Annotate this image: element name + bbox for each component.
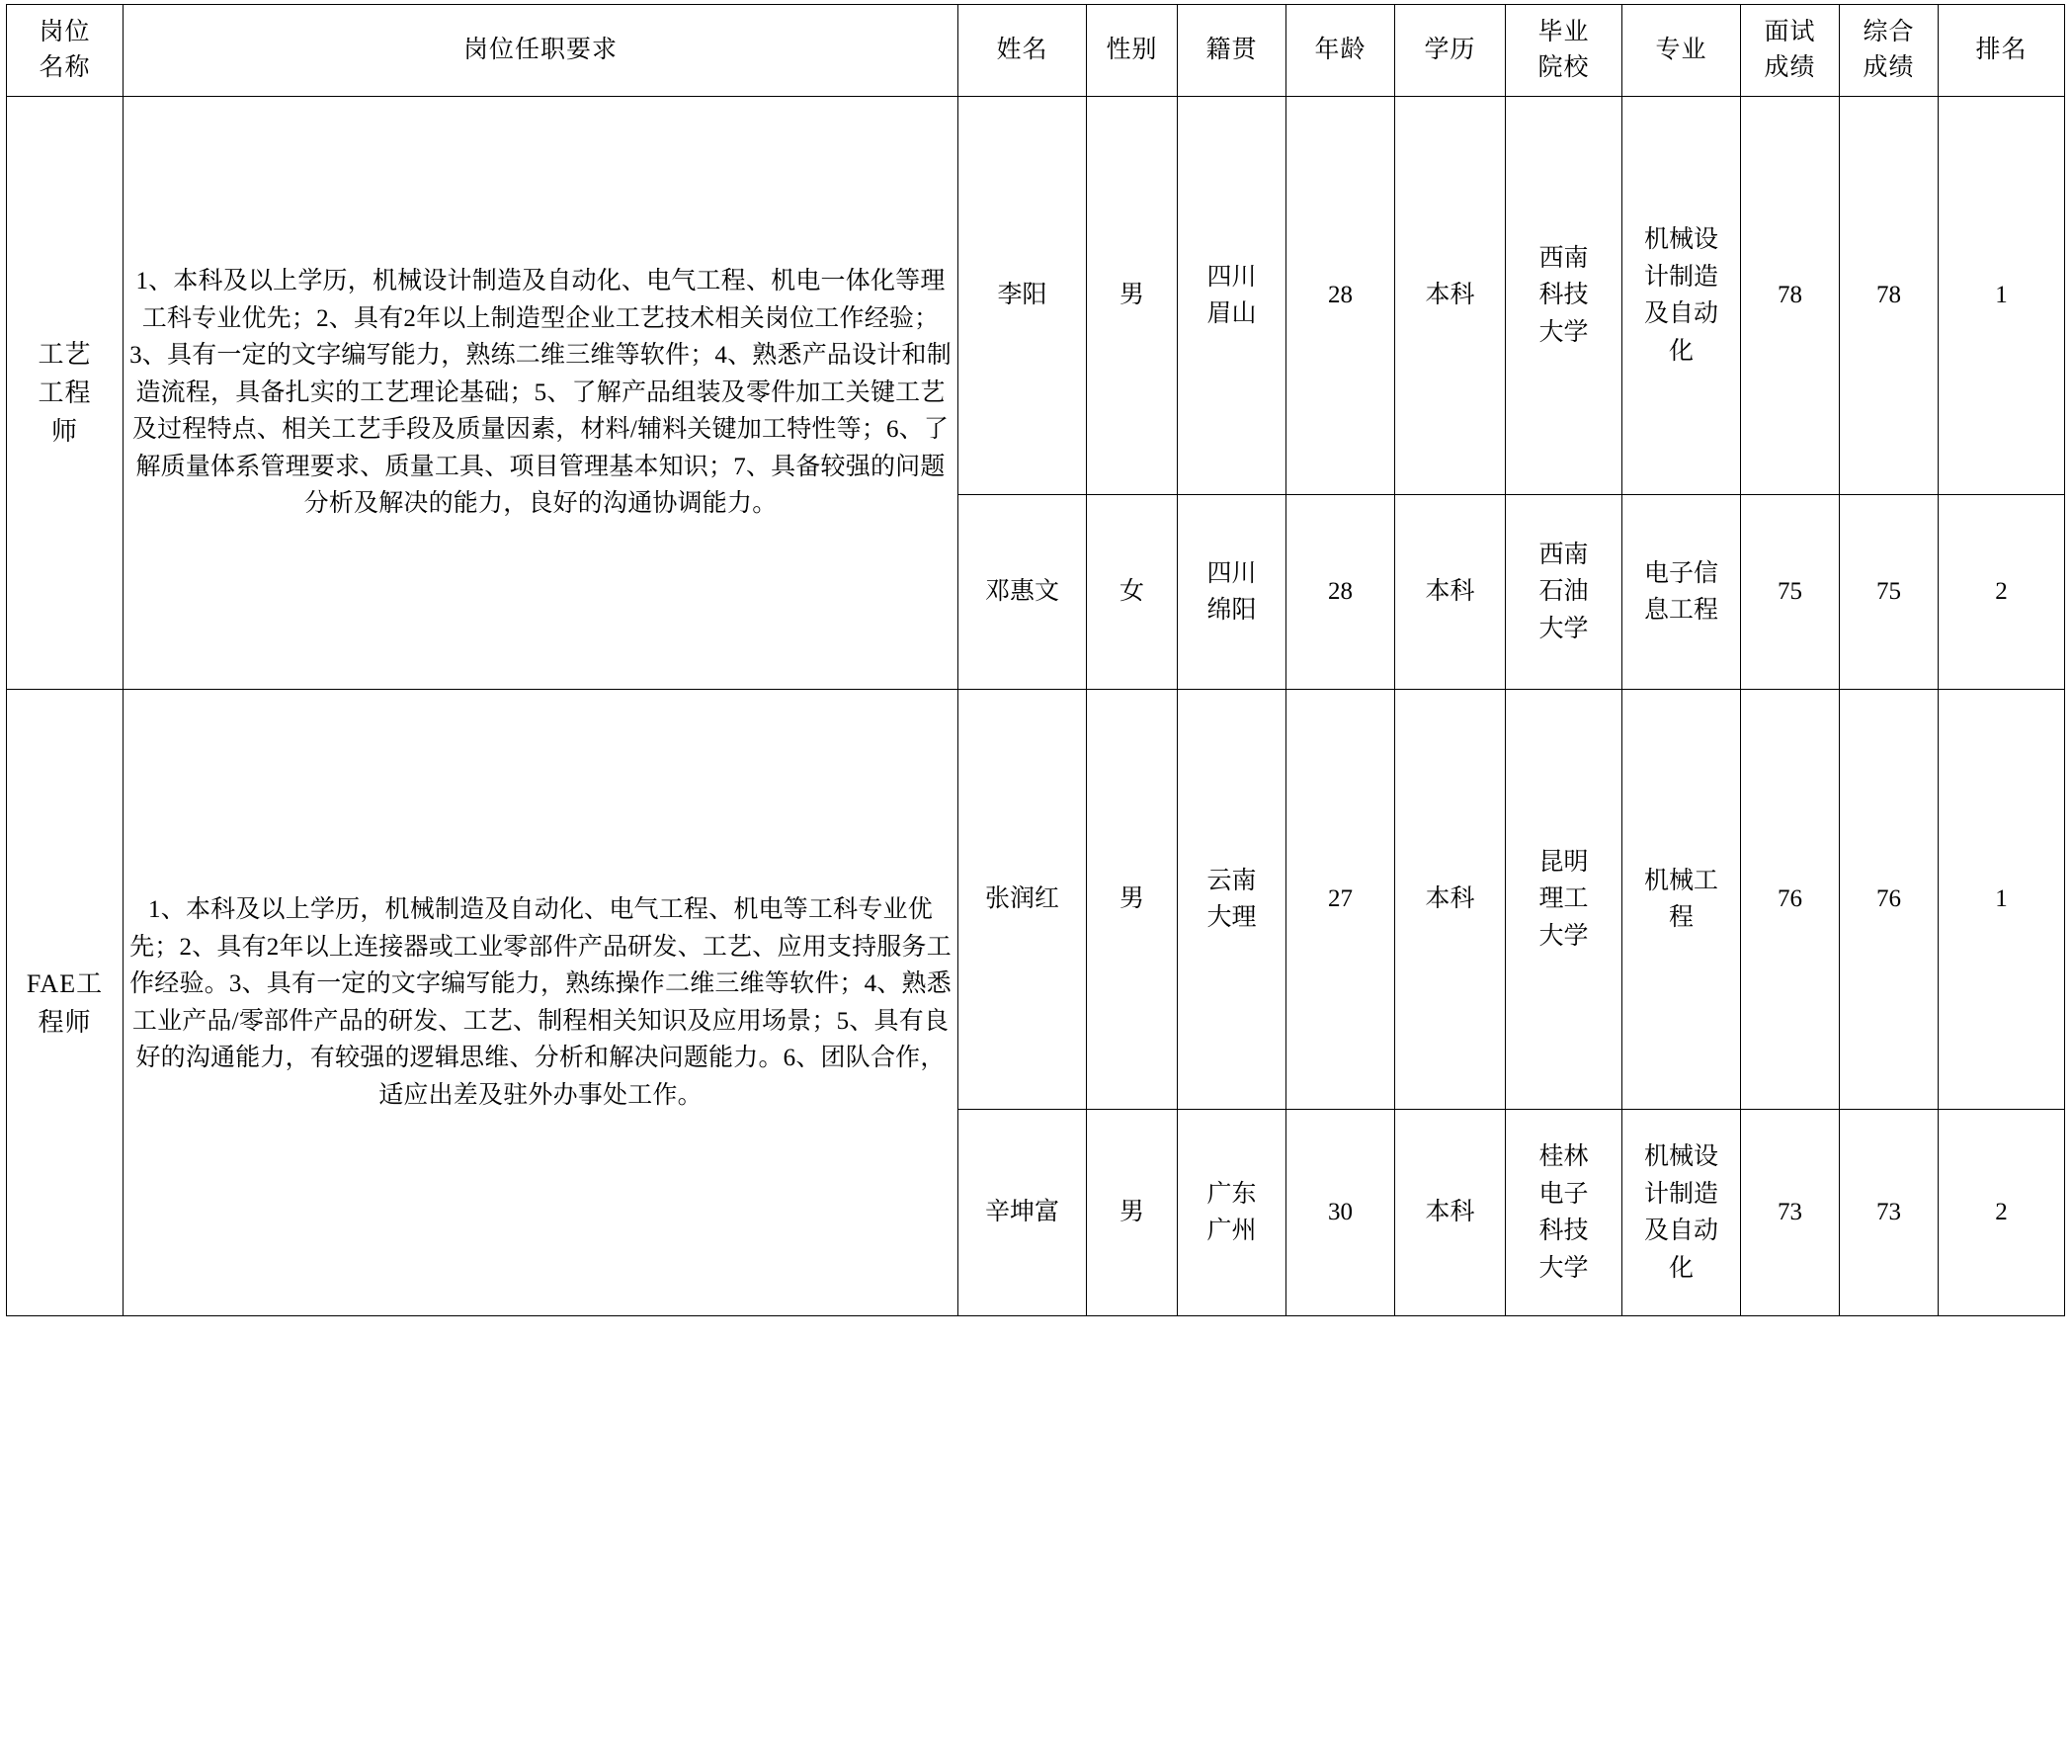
cell-post-name-group-1 <box>7 97 124 690</box>
cell-major <box>1622 495 1741 690</box>
cell-graduation-school <box>1506 1110 1622 1316</box>
cell-interview-score: 73 <box>1741 1110 1840 1316</box>
header-age: 年龄 <box>1286 5 1395 97</box>
school-line-3: 大学 <box>1538 615 1589 642</box>
cell-gender: 男 <box>1087 690 1178 1110</box>
school-line-2: 石油 <box>1538 578 1589 606</box>
header-post-name-line-1: 岗位 <box>39 18 91 45</box>
major-line-3: 及自动 <box>1643 300 1718 327</box>
native-place-line-1: 四川 <box>1206 263 1257 291</box>
cell-native-place <box>1178 495 1286 690</box>
native-place-line-2: 广州 <box>1206 1218 1257 1244</box>
cell-total-score: 76 <box>1840 690 1939 1110</box>
cell-native-place <box>1178 690 1286 1110</box>
header-interview-score-line-2: 成绩 <box>1764 54 1816 81</box>
cell-native-place <box>1178 1110 1286 1316</box>
cell-age: 30 <box>1286 1110 1395 1316</box>
cell-interview-score: 76 <box>1741 690 1840 1110</box>
cell-candidate-name: 李阳 <box>958 97 1087 495</box>
cell-interview-score: 78 <box>1741 97 1840 495</box>
major-line-1: 机械工 <box>1643 867 1718 894</box>
cell-age: 28 <box>1286 97 1395 495</box>
cell-education: 本科 <box>1395 495 1506 690</box>
cell-graduation-school <box>1506 690 1622 1110</box>
native-place-line-1: 云南 <box>1206 867 1257 894</box>
cell-ranking: 1 <box>1939 97 2065 495</box>
post-name-line-2: 程师 <box>38 1007 92 1037</box>
school-line-1: 西南 <box>1538 541 1589 568</box>
header-total-score-line-1: 综合 <box>1863 18 1915 45</box>
cell-ranking: 2 <box>1939 1110 2065 1316</box>
cell-gender: 女 <box>1087 495 1178 690</box>
header-post-name <box>7 5 124 97</box>
cell-post-name-group-2 <box>7 690 124 1316</box>
major-line-3: 及自动 <box>1643 1218 1718 1244</box>
post-name-line-1: 工艺 <box>38 340 92 369</box>
school-line-2: 理工 <box>1538 885 1589 913</box>
post-requirements-text: 1、本科及以上学历，机械设计制造及自动化、电气工程、机电一体化等理工科专业优先；2、具有2年以上制造型企业工艺技术相关岗位工作经验；3、具有一定的文字编写能力，熟练二维三维等软件；4、熟悉产品设计和制造流程，具备扎实的工艺理论基础；5、了解产品组装及零件加工关键工艺及过程特点、相关工艺手段及质量因素，材料/辅料关键加工特性等；6、了解质量体系管理要求、质量工具、项目管理基本知识；7、具备较强的问题分析及解决的能力，良好的沟通协调能力。 <box>129 268 952 518</box>
post-requirements-text: 1、本科及以上学历，机械制造及自动化、电气工程、机电等工科专业优先；2、具有2年以上连接器或工业零部件产品研发、工艺、应用支持服务工作经验。3、具有一定的文字编写能力，熟练操作二维三维等软件；4、熟悉工业产品/零部件产品的研发、工艺、制程相关知识及应用场景；5、具有良好的沟通能力，有较强的逻辑思维、分析和解决问题能力。6、团队合作，适应出差及驻外办事处工作。 <box>129 896 952 1109</box>
cell-education: 本科 <box>1395 97 1506 495</box>
cell-major <box>1622 97 1741 495</box>
header-graduation-school <box>1506 5 1622 97</box>
school-line-1: 桂林 <box>1538 1143 1589 1170</box>
header-post-requirements: 岗位任职要求 <box>124 5 958 97</box>
header-school-line-1: 毕业 <box>1537 18 1590 45</box>
header-ranking: 排名 <box>1939 5 2065 97</box>
cell-post-requirements-group-1 <box>124 97 958 690</box>
table-header-row <box>7 5 2065 97</box>
major-line-2: 计制造 <box>1643 263 1718 291</box>
cell-native-place <box>1178 97 1286 495</box>
major-line-1: 机械设 <box>1643 1143 1718 1170</box>
post-name-line-3: 师 <box>50 417 78 446</box>
header-interview-score-line-1: 面试 <box>1764 18 1816 45</box>
major-line-4: 化 <box>1668 1254 1694 1282</box>
school-line-4: 大学 <box>1538 1254 1589 1282</box>
cell-candidate-name: 张润红 <box>958 690 1087 1110</box>
header-major: 专业 <box>1622 5 1741 97</box>
header-total-score <box>1840 5 1939 97</box>
table-row <box>7 97 2065 495</box>
school-line-3: 大学 <box>1538 922 1589 950</box>
cell-post-requirements-group-2 <box>124 690 958 1316</box>
school-line-3: 大学 <box>1538 318 1589 346</box>
cell-total-score: 78 <box>1840 97 1939 495</box>
major-line-2: 息工程 <box>1643 597 1718 624</box>
major-line-2: 程 <box>1668 904 1694 931</box>
recruitment-results-table <box>6 4 2065 1316</box>
cell-graduation-school <box>1506 495 1622 690</box>
native-place-line-2: 眉山 <box>1206 300 1257 327</box>
header-total-score-line-2: 成绩 <box>1863 54 1915 81</box>
native-place-line-1: 四川 <box>1206 559 1257 587</box>
school-line-1: 西南 <box>1538 244 1589 272</box>
post-name-line-2: 工程 <box>38 378 92 407</box>
cell-interview-score: 75 <box>1741 495 1840 690</box>
cell-gender: 男 <box>1087 97 1178 495</box>
cell-gender: 男 <box>1087 1110 1178 1316</box>
header-candidate-name: 姓名 <box>958 5 1087 97</box>
cell-age: 27 <box>1286 690 1395 1110</box>
header-native-place: 籍贯 <box>1178 5 1286 97</box>
major-line-2: 计制造 <box>1643 1180 1718 1208</box>
header-school-line-2: 院校 <box>1537 54 1590 81</box>
cell-ranking: 1 <box>1939 690 2065 1110</box>
cell-candidate-name: 邓惠文 <box>958 495 1087 690</box>
cell-graduation-school <box>1506 97 1622 495</box>
cell-total-score: 75 <box>1840 495 1939 690</box>
cell-major <box>1622 1110 1741 1316</box>
native-place-line-1: 广东 <box>1206 1180 1257 1208</box>
cell-major <box>1622 690 1741 1110</box>
post-name-line-1: FAE工 <box>26 968 104 998</box>
cell-age: 28 <box>1286 495 1395 690</box>
major-line-1: 机械设 <box>1643 226 1718 253</box>
school-line-3: 科技 <box>1538 1218 1589 1244</box>
header-gender: 性别 <box>1087 5 1178 97</box>
cell-ranking: 2 <box>1939 495 2065 690</box>
cell-candidate-name: 辛坤富 <box>958 1110 1087 1316</box>
header-education: 学历 <box>1395 5 1506 97</box>
school-line-2: 科技 <box>1538 282 1589 309</box>
major-line-1: 电子信 <box>1643 559 1718 587</box>
native-place-line-2: 大理 <box>1206 904 1257 931</box>
native-place-line-2: 绵阳 <box>1206 597 1257 624</box>
school-line-2: 电子 <box>1538 1180 1589 1208</box>
school-line-1: 昆明 <box>1538 848 1589 876</box>
cell-education: 本科 <box>1395 690 1506 1110</box>
header-post-name-line-2: 名称 <box>39 54 91 81</box>
header-interview-score <box>1741 5 1840 97</box>
cell-education: 本科 <box>1395 1110 1506 1316</box>
cell-total-score: 73 <box>1840 1110 1939 1316</box>
major-line-4: 化 <box>1668 337 1694 365</box>
table-row <box>7 690 2065 1110</box>
